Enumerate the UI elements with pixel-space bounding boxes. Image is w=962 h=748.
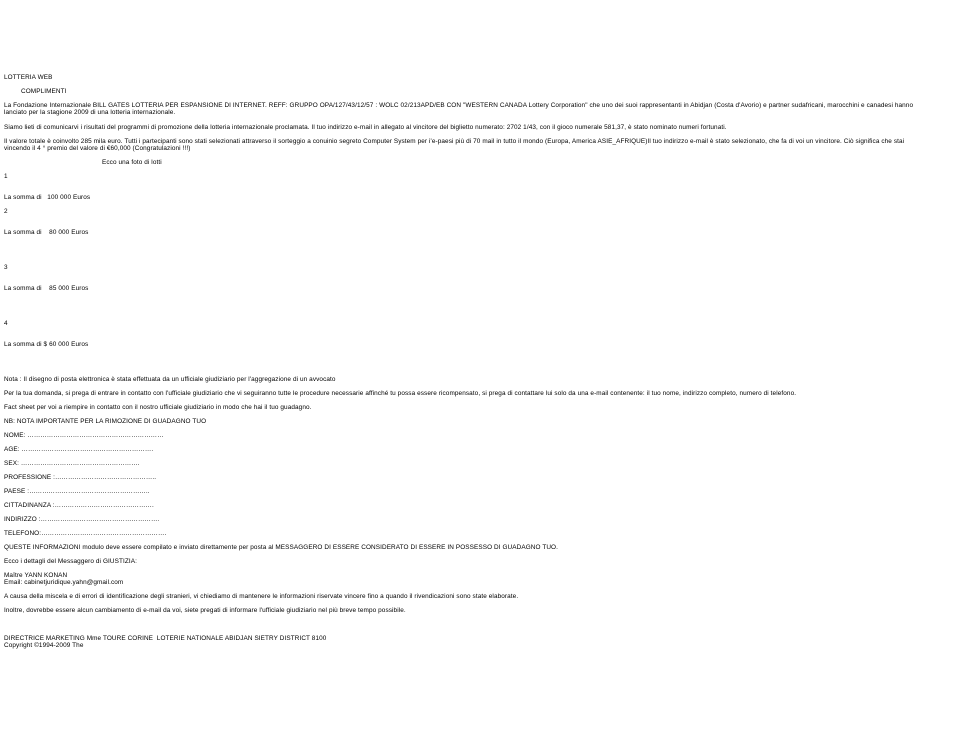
note-paragraph: Nota : Il disegno di posta elettronica è stata effettuata da un ufficiale giudiziario per l'aggregazione di un avvocato [4,376,336,383]
prize-number: 3 [4,264,8,271]
document-title: LOTTERIA WEB [4,74,53,81]
request-paragraph: Per la tua domanda, si prega di entrare in contatto con l'ufficiale giudiziario che vi seguiranno tutte le procedure necessarie affinché tu possa essere ricompensato, si prega di contattare lui solo da una e-mail contenente: il tuo nome, indirizzo completo, numero di telefono. [4,390,797,397]
prizes-heading: Ecco una foto di lotti [102,159,162,166]
change-notice-paragraph: Inoltre, dovrebbe essere alcun cambiamento di e-mail da voi, siete pregati di informare l'ufficiale giudiziario nel più breve tempo possibile. [4,607,406,614]
nb-heading: NB: NOTA IMPORTANTE PER LA RIMOZIONE DI GUADAGNO TUO [4,418,207,425]
form-field-address: INDIRIZZO :………………………………………………. [4,516,160,523]
form-field-citizenship: CITTADINANZA :………………………………………. [4,502,154,509]
prize-amount: La somma di 80 000 Euros [4,229,89,236]
messenger-heading: Ecco i dettagli del Messaggero di GIUSTIZIA: [4,558,137,565]
intro-paragraph: La Fondazione Internazionale BILL GATES LOTTERIA PER ESPANSIONE DI INTERNET. REFF: GRUPPO OPA/127/43/12/57 : WOLC 02/213APD/EB CON "WESTERN CANADA Lottery Corporation" che uno dei suoi rappresentanti in Abidjan (Costa d'Avorio) e partner sudafricani, marocchini e canadesi hanno lanciato per la stagione 2009 di una lotteria internazionale. [4,102,916,116]
form-field-name: NOME: ……………………………………………………… [4,432,164,439]
fact-sheet-paragraph: Fact sheet per voi a riempire in contatto con il nostro ufficiale giudiziario in modo che hai il tuo guadagno. [4,404,312,411]
form-field-sex: SEX: ………………………………………………. [4,460,140,467]
prize-number: 1 [4,173,8,180]
privacy-paragraph: A causa della miscela e di errori di identificazione degli stranieri, vi chiediamo di mantenere le informazioni riservate vincere fino a quando il rivendicazioni sono state elaborate. [4,593,519,600]
prize-amount: La somma di 100 000 Euros [4,194,91,201]
announcement-paragraph: Siamo lieti di comunicarvi i risultati del programmi di promozione della lotteria internazionale proclamata. Il tuo indirizzo e-mail in allegato al vincitore del biglietto numerato: 2702 1/43, con il gioco numerale 581,37, è stato nominato numeri fortunati. [4,124,727,131]
form-field-age: AGE: ……………………………………………………. [4,446,154,453]
prize-amount: La somma di $ 60 000 Euros [4,341,89,348]
form-instruction: QUESTE INFORMAZIONI modulo deve essere compilato e inviato direttamente per posta al MESSAGGERO DI ESSERE CONSIDERATO DI ESSERE IN POSSESSO DI GUADAGNO TUO. [4,544,558,551]
prize-amount: La somma di 85 000 Euros [4,285,89,292]
form-field-phone: TELEFONO:…………………………………………………. [4,530,167,537]
copyright: Copyright ©1994-2009 The [4,642,84,649]
prize-number: 2 [4,208,8,215]
form-field-country: PAESE :……………………………………………….. [4,488,150,495]
greeting: COMPLIMENTI [21,88,67,95]
messenger-name: Maître YANN KONAN [4,572,68,579]
form-field-profession: PROFESSIONE :……………………………………….. [4,474,157,481]
prize-number: 4 [4,320,8,327]
signature: DIRECTRICE MARKETING Mme TOURE CORINE LOTERIE NATIONALE ABIDJAN SIETRY DISTRICT 8100 [4,635,327,642]
messenger-email: Email: cabinetjuridique.yahn@gmail.com [4,579,124,586]
total-value-paragraph: Il valore totale è coinvolto 285 mila euro. Tutti i partecipanti sono stati selezionati attraverso il sorteggio a conuinio segreto Computer System per i'e-paesi più di 70 mail in tutto il mondo (Europa, America ASIE_AFRIQUE)Il tuo indirizzo e-mail è stato selezionato, che fa di voi un vincitore. Ciò significa che stai vincendo il 4 ° premio del valore di €60,000 (Congratulazioni !!!) [4,138,907,152]
